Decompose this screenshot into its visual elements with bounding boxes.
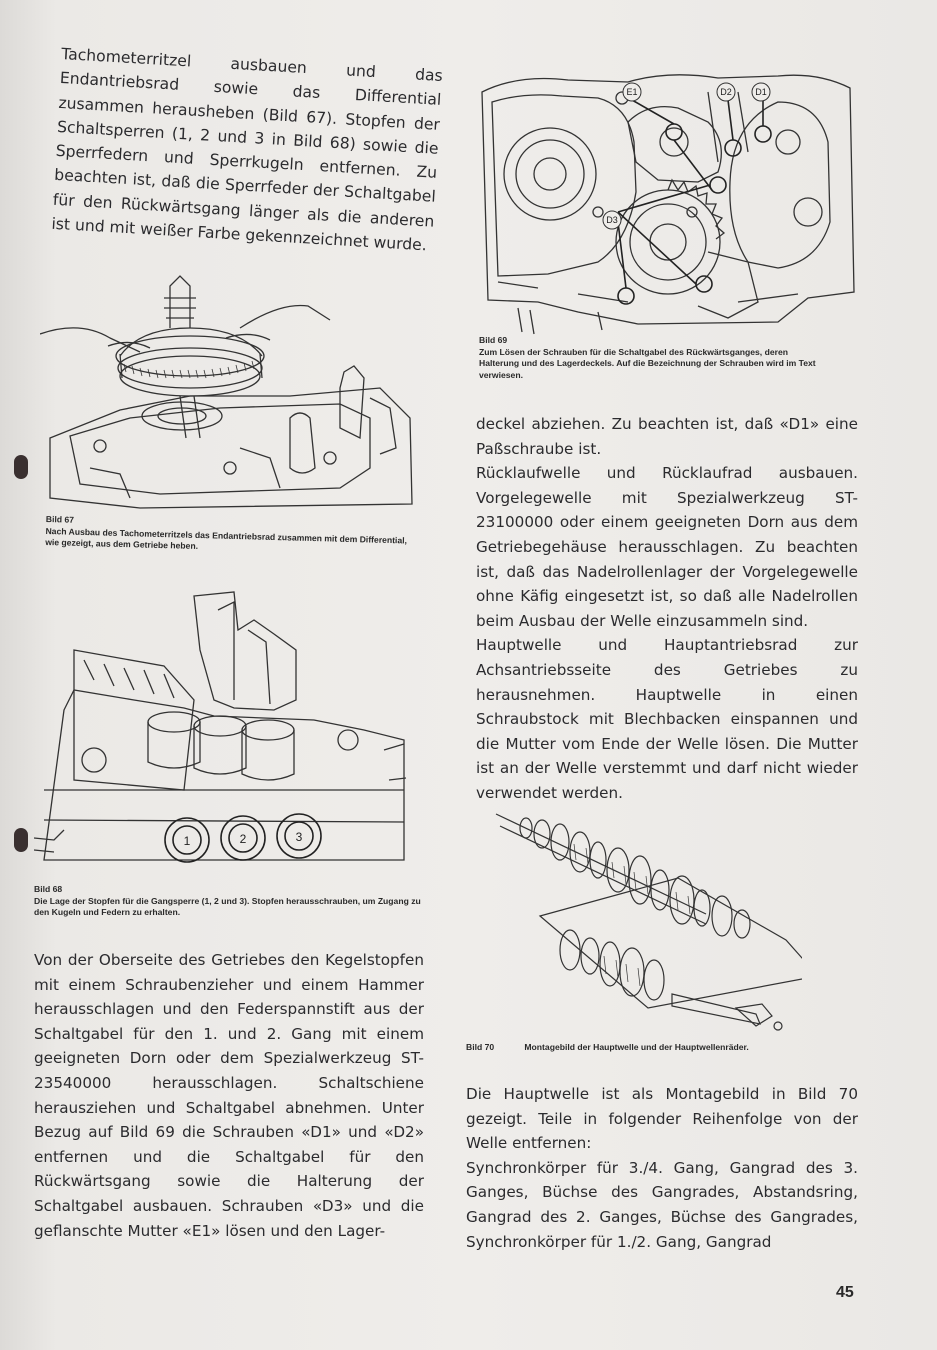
caption-bild-68 (34, 884, 424, 919)
caption-label: Bild 70 (466, 1042, 495, 1052)
caption-text: Montagebild der Hauptwelle und der Hauptwellenräder. (524, 1042, 749, 1052)
caption-bild-67 (45, 514, 416, 558)
figure-bild-67 (40, 268, 420, 512)
right-column-text: deckel abziehen. Zu beachten ist, daß «D1» eine Paßschraube ist. Rücklaufwelle und Rücklaufrad ausbauen. Vorgelegewelle mit Spezialwerkzeug ST-23100000 oder einem geeigneten Dorn aus dem Getriebegehäuse herausschlagen. Zu beachten ist, daß das Nadelrollenlager der Vorgelegewelle ohne Käfig eingesetzt ist, so daß alle Nadelrollen beim Ausbau der Welle einzusammeln sind. Hauptwelle und Hauptantriebsrad zur Achsantriebsseite des Getriebes zu herausnehmen. Hauptwelle in einen Schraubstock mit Blechbacken einspannen und die Mutter vom Ende der Welle lösen. Die Mutter ist an der Welle verstemmt und darf nicht wieder verwendet werden. (476, 415, 858, 802)
figure-bild-69 (478, 62, 862, 336)
figure-bild-70 (486, 804, 802, 1038)
left-column-text: Von der Oberseite des Getriebes den Kegelstopfen mit einem Schraubenzieher und einem Hammer herausschlagen und den Federspannstift aus der Schaltgabel für den 1. und 2. Gang mit einem geeigneten Dorn oder dem Spezialwerkzeug ST-23540000 herausschlagen. Schaltschiene herausziehen und Schaltgabel abnehmen. Unter Bezug auf Bild 69 die Schrauben «D1» und «D2» entfernen und die Schaltgabel für den Rückwärtsgang sowie die Halterung der Schaltgabel ausbauen. Schrauben «D3» und die geflanschte Mutter «E1» lösen und den Lager- (34, 951, 424, 1240)
caption-label: Bild 67 (45, 514, 75, 525)
caption-label: Bild 68 (34, 884, 63, 894)
callout-2: 2 (239, 832, 247, 846)
figure-bild-68 (34, 590, 418, 872)
caption-text: Die Lage der Stopfen für die Gangsperre (1, 2 und 3). Stopfen herausschrauben, um Zugang zu den Kugeln und Federn zu erhalten. (34, 895, 421, 918)
intro-paragraph: Tachometerritzel ausbauen und das Endantriebsrad sowie das Differential zusammen herausheben (Bild 67). Stopfen der Schaltsperren (1, 2 und 3 in Bild 68) sowie die Sperrfedern und Sperrkugeln entfernen. Zu beachten ist, daß die Sperrfeder der Schaltgabel für den Rückwärtsgang länger als die anderen ist und mit weißer Farbe gekennzeichnet wurde. (51, 44, 444, 255)
binder-hole-bottom (14, 828, 28, 852)
right-column-bottom-text: Die Hauptwelle ist als Montagebild in Bild 70 gezeigt. Teile in folgender Reihenfolge von der Welle entfernen: Synchronkörper für 3./4. Gang, Gangrad des 3. Ganges, Büchse des Gangrades, Abstandsring, Gangrad des 2. Ganges, Büchse des Gangrades, Synchronkörper für 1./2. Gang, Gangrad (466, 1085, 858, 1251)
caption-bild-69 (479, 335, 819, 381)
caption-label: Bild 69 (479, 335, 508, 345)
callout-d1: D1 (755, 87, 767, 97)
callout-e1: E1 (626, 87, 638, 97)
caption-text: Nach Ausbau des Tachometerritzels das Endantriebsrad zusammen mit dem Differential, wie gezeigt, aus dem Getriebe heben. (45, 525, 408, 552)
callout-d3: D3 (606, 215, 618, 225)
callout-1: 1 (183, 834, 191, 848)
caption-text: Zum Lösen der Schrauben für die Schaltgabel des Rückwärtsganges, deren Halterung und des Lagerdeckels. Auf die Bezeichnung der Schrauben wird im Text verwiesen. (479, 346, 816, 380)
page-number: 45 (836, 1284, 854, 1301)
caption-bild-70 (466, 1042, 856, 1054)
callout-3: 3 (295, 830, 303, 844)
binder-hole-top (14, 455, 28, 479)
callout-d2: D2 (720, 87, 732, 97)
